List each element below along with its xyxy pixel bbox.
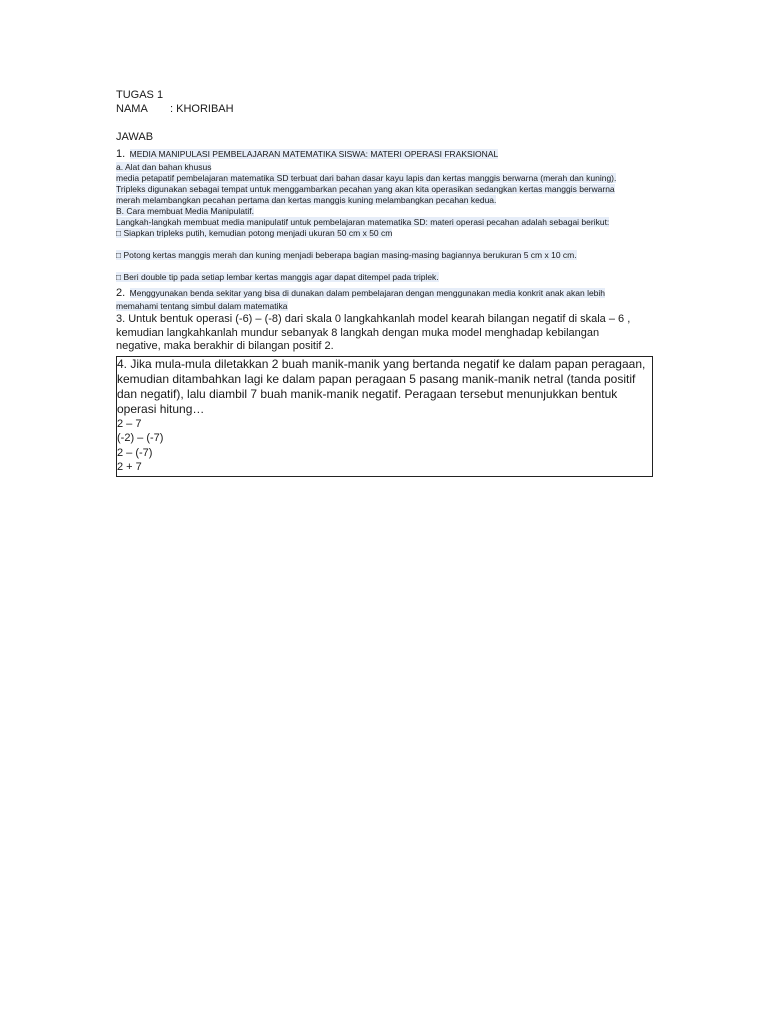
q3-paragraph: 3. Untuk bentuk operasi (-6) – (-8) dari skala 0 langkahkanlah model kearah bilangan negatif di skala – 6 , kemudian langkahkanlah mundur sebanyak 8 langkah dengan muka model menghadap kebilangan negative, maka berakhir di bilangan positif 2. [116, 313, 631, 352]
name-row [116, 102, 656, 116]
q1-heading [116, 144, 656, 162]
q4-option: 2 – (-7) [117, 446, 153, 459]
q4-question: 4. Jika mula-mula diletakkan 2 buah manik-manik yang bertanda negatif ke dalam papan peragaan, kemudian ditambahkan lagi ke dalam papan peragaan 5 pasang manik-manik netral (tanda positif dan negatif), lalu diambil 7 buah manik-manik negatif. Peragaan tersebut menunjukkan bentuk operasi hitung… [117, 356, 646, 416]
name-value: : KHORIBAH [170, 103, 234, 115]
q1-step-2: □ Potong kertas manggis merah dan kuning menjadi beberapa bagian masing-masing bagiannya berukuran 5 cm x 10 cm. [116, 250, 577, 260]
q4-box [116, 356, 653, 477]
q1-line: Langkah-langkah membuat media manipulatif untuk pembelajaran matematika SD: materi operasi pecahan adalah sebagai berikut: [116, 217, 610, 227]
q1-line: Tripleks digunakan sebagai tempat untuk menggambarkan pecahan yang akan kita operasikan sedangkan kertas manggis berwarna [116, 184, 615, 194]
q2-number: 2. [116, 287, 126, 299]
q4-option: 2 + 7 [117, 461, 142, 473]
document-page [116, 88, 656, 477]
q1-line: media petapatif pembelajaran matematika SD terbuat dari bahan dasar kayu lapis dan kertas manggis berwarna (merah dan kuning). [116, 173, 617, 183]
q1-title: MEDIA MANIPULASI PEMBELAJARAN MATEMATIKA SISWA: MATERI OPERASI FRAKSIONAL [129, 149, 499, 159]
document-title: TUGAS 1 [116, 89, 164, 101]
q1-step-1: □ Siapkan tripleks putih, kemudian potong menjadi ukuran 50 cm x 50 cm [116, 228, 393, 238]
spacer [116, 239, 656, 250]
q1-line: a. Alat dan bahan khusus [116, 162, 212, 172]
q1-step-3: □ Beri double tip pada setiap lembar kertas manggis agar dapat ditempel pada triplek. [116, 272, 439, 282]
q1-line: merah melambangkan pecahan pertama dan kertas manggis kuning melambangkan pecahan kedua. [116, 195, 497, 205]
name-label: NAMA [116, 103, 148, 115]
q1-number: 1. [116, 148, 126, 160]
q2-heading [116, 283, 656, 301]
q4-option: (-2) – (-7) [117, 432, 164, 444]
spacer [116, 261, 656, 272]
q2-line-1: Menggyunakan benda sekitar yang bisa di dunakan dalam pembelajaran dengan menggunakan media konkrit anak akan lebih [129, 288, 606, 298]
q1-line: B. Cara membuat Media Manipulatif. [116, 206, 254, 216]
q2-line-2: memahami tentang simbul dalam matematika [116, 301, 288, 311]
answer-label: JAWAB [116, 131, 154, 143]
spacer [116, 116, 656, 130]
q4-option: 2 – 7 [117, 417, 142, 430]
